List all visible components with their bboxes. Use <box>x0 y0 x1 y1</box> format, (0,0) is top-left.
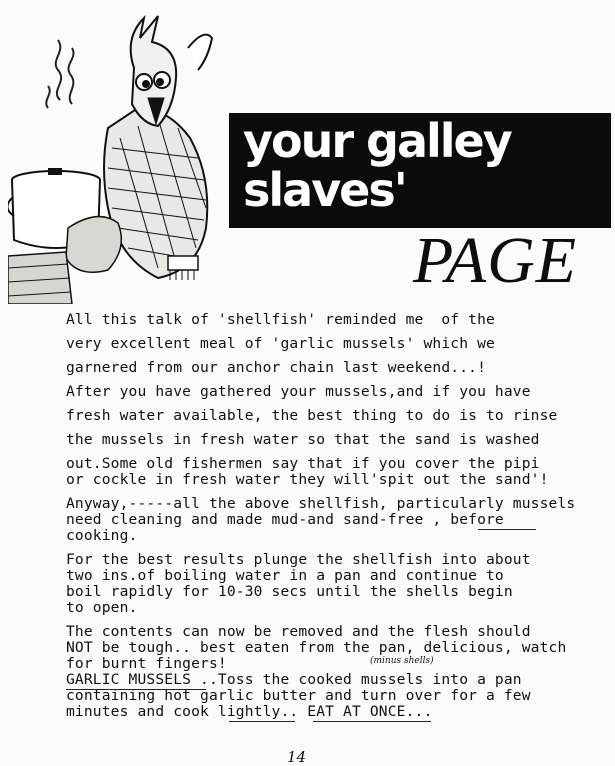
body-line: to open. <box>66 599 138 616</box>
body-line: fresh water available, the best thing to do is to rinse <box>66 407 558 424</box>
title-page-word: PAGE <box>413 224 578 297</box>
body-line: garnered from our anchor chain last weekend...! <box>66 359 487 376</box>
body-line: very excellent meal of 'garlic mussels' which we <box>66 335 495 352</box>
body-line: two ins.of boiling water in a pan and continue to <box>66 567 504 584</box>
underline-garlic-mussels <box>66 689 206 690</box>
body-line: need cleaning and made mud-and sand-free , before <box>66 511 504 528</box>
body-line: All this talk of 'shellfish' reminded me of the <box>66 311 495 328</box>
body-line: minutes and cook lightly.. EAT AT ONCE... <box>66 703 433 720</box>
body-line: cooking. <box>66 527 138 544</box>
body-line: the mussels in fresh water so that the sand is washed <box>66 431 540 448</box>
body-line: For the best results plunge the shellfish into about <box>66 551 531 568</box>
body-line: GARLIC MUSSELS ..Toss the cooked mussels into a pan <box>66 671 522 688</box>
body-line: for burnt fingers! <box>66 655 227 672</box>
title-line-1: your galley <box>243 114 511 168</box>
body-line: boil rapidly for 10-30 secs until the shells begin <box>66 583 513 600</box>
title-line-2: slaves' <box>243 163 406 217</box>
body-line: or cockle in fresh water they will'spit out the sand'! <box>66 471 549 488</box>
underline-before <box>478 529 536 530</box>
underline-lightly <box>229 721 295 722</box>
page-number: 14 <box>287 748 307 766</box>
underline-eat-at-once <box>313 721 431 722</box>
body-line: NOT be tough.. best eaten from the pan, delicious, watch <box>66 639 567 656</box>
handwritten-note: (minus shells) <box>370 656 434 666</box>
body-line: The contents can now be removed and the flesh should <box>66 623 531 640</box>
body-line: Anyway,-----all the above shellfish, particularly mussels <box>66 495 576 512</box>
body-line: out.Some old fishermen say that if you cover the pipi <box>66 455 540 472</box>
body-line: containing hot garlic butter and turn over for a few <box>66 687 531 704</box>
body-line: After you have gathered your mussels,and if you have <box>66 383 531 400</box>
